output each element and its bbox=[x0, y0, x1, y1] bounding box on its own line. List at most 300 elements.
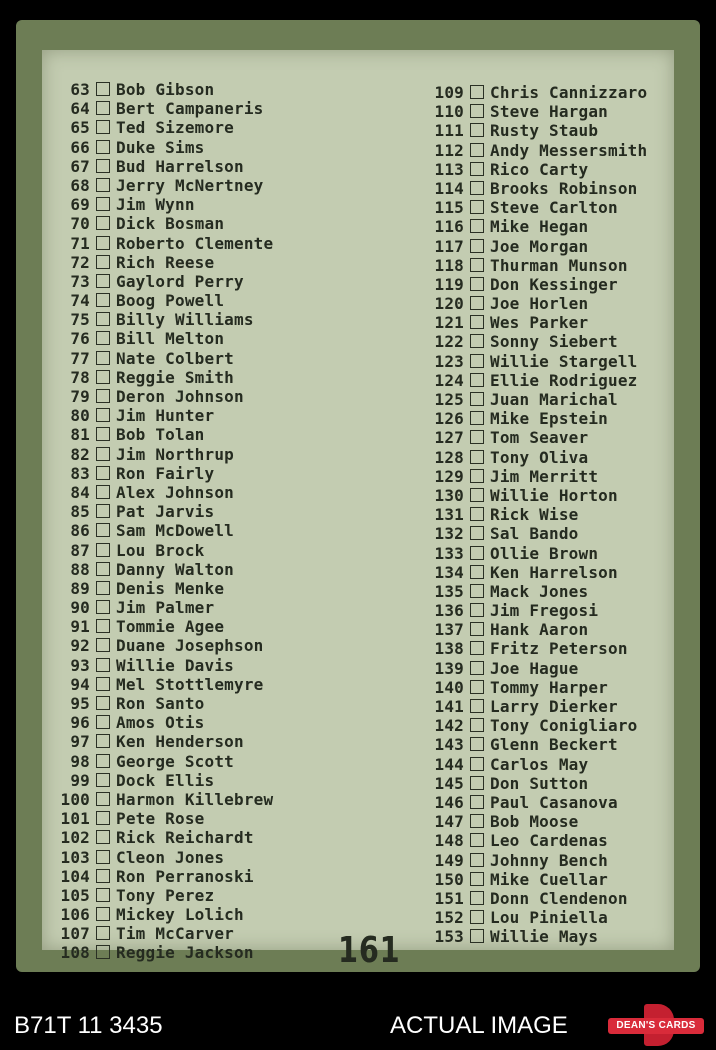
checklist-entry bbox=[54, 118, 273, 137]
card-num: 125 bbox=[434, 390, 464, 409]
player-name: Larry Dierker bbox=[490, 697, 618, 716]
checklist-entry bbox=[54, 732, 273, 751]
checklist-entry bbox=[54, 329, 273, 348]
checkbox[interactable] bbox=[96, 581, 110, 595]
card-num: 82 bbox=[70, 444, 90, 464]
checkbox[interactable] bbox=[470, 354, 484, 368]
checklist-entry bbox=[54, 406, 273, 425]
checklist-entry bbox=[428, 927, 647, 946]
checkbox[interactable] bbox=[470, 258, 484, 272]
checklist-entry bbox=[428, 83, 647, 102]
checklist-entry bbox=[428, 275, 647, 294]
checklist-entry bbox=[54, 214, 273, 233]
checkbox[interactable] bbox=[96, 389, 110, 403]
checklist-entry bbox=[428, 697, 647, 716]
card-num: 95 bbox=[70, 694, 90, 713]
checklist-entry bbox=[54, 809, 273, 828]
player-name: Deron Johnson bbox=[116, 387, 244, 406]
checkbox[interactable] bbox=[470, 737, 484, 751]
player-name: Carlos May bbox=[490, 754, 589, 774]
checklist-entry bbox=[54, 694, 273, 713]
player-name: Bert Campaneris bbox=[116, 99, 264, 119]
player-name: Jim Fregosi bbox=[490, 601, 599, 621]
checklist-entry bbox=[428, 639, 647, 658]
player-name: Rick Reichardt bbox=[116, 828, 254, 848]
checklist-right-column bbox=[428, 83, 647, 946]
player-name: Sal Bando bbox=[490, 524, 579, 544]
card-num: 115 bbox=[434, 198, 464, 218]
card-num: 130 bbox=[434, 485, 464, 505]
card-num: 81 bbox=[70, 425, 90, 445]
card-num: 89 bbox=[70, 578, 90, 598]
card-num: 136 bbox=[434, 601, 464, 621]
checkbox[interactable] bbox=[470, 123, 484, 137]
card-num: 127 bbox=[434, 428, 464, 448]
checkbox[interactable] bbox=[470, 757, 484, 771]
card-num: 94 bbox=[70, 674, 90, 694]
checkbox[interactable] bbox=[470, 85, 484, 99]
card-num: 87 bbox=[70, 540, 90, 560]
checklist-entry bbox=[428, 294, 647, 313]
checkbox[interactable] bbox=[96, 869, 110, 883]
player-name: Leo Cardenas bbox=[490, 831, 608, 851]
player-name: Bill Melton bbox=[116, 329, 225, 349]
card-num: 72 bbox=[70, 252, 90, 272]
checklist-entry bbox=[54, 138, 273, 157]
checklist-entry bbox=[428, 428, 647, 447]
checkbox[interactable] bbox=[470, 641, 484, 655]
player-name: Rick Wise bbox=[490, 505, 579, 525]
card-num: 104 bbox=[60, 866, 90, 886]
checklist-entry bbox=[54, 272, 273, 291]
checkbox[interactable] bbox=[470, 853, 484, 867]
card-num: 74 bbox=[70, 291, 90, 311]
checkbox[interactable] bbox=[96, 523, 110, 537]
player-name: Fritz Peterson bbox=[490, 639, 628, 659]
player-name: Steve Hargan bbox=[490, 102, 608, 122]
checklist-entry bbox=[54, 943, 273, 962]
player-name: Tony Conigliaro bbox=[490, 716, 638, 736]
player-name: Ron Fairly bbox=[116, 463, 215, 483]
card-num: 148 bbox=[434, 831, 464, 851]
card-num: 149 bbox=[434, 850, 464, 870]
player-name: Harmon Killebrew bbox=[116, 789, 274, 809]
checklist-entry bbox=[54, 905, 273, 924]
checkbox[interactable] bbox=[96, 830, 110, 844]
checklist-entry bbox=[428, 467, 647, 486]
checklist-entry bbox=[428, 179, 647, 198]
checkbox[interactable] bbox=[470, 814, 484, 828]
card-num: 67 bbox=[70, 156, 90, 176]
checklist-entry bbox=[54, 656, 273, 675]
player-name: Ellie Rodriguez bbox=[490, 370, 638, 390]
checkbox[interactable] bbox=[96, 619, 110, 633]
checkbox[interactable] bbox=[96, 255, 110, 269]
checkbox[interactable] bbox=[96, 677, 110, 691]
checkbox[interactable] bbox=[96, 792, 110, 806]
checklist-entry bbox=[428, 160, 647, 179]
player-name: Sam McDowell bbox=[116, 521, 234, 541]
player-name: Billy Williams bbox=[116, 310, 254, 330]
player-name: Don Kessinger bbox=[490, 274, 618, 294]
checklist-entry bbox=[54, 502, 273, 521]
checkbox[interactable] bbox=[470, 565, 484, 579]
card-num: 78 bbox=[70, 367, 90, 387]
player-name: Dock Ellis bbox=[116, 770, 215, 790]
checkbox[interactable] bbox=[96, 926, 110, 940]
checkbox[interactable] bbox=[470, 603, 484, 617]
checklist-entry bbox=[428, 563, 647, 582]
checkbox[interactable] bbox=[470, 507, 484, 521]
checklist-entry bbox=[54, 579, 273, 598]
checkbox[interactable] bbox=[470, 392, 484, 406]
checkbox[interactable] bbox=[96, 888, 110, 902]
checkbox[interactable] bbox=[96, 543, 110, 557]
checklist-entry bbox=[54, 195, 273, 214]
checkbox[interactable] bbox=[96, 945, 110, 959]
checklist-entry bbox=[428, 601, 647, 620]
checkbox[interactable] bbox=[470, 411, 484, 425]
card-num: 135 bbox=[434, 581, 464, 601]
checklist-entry bbox=[54, 867, 273, 886]
checklist-entry bbox=[428, 313, 647, 332]
checkbox[interactable] bbox=[96, 447, 110, 461]
card-num: 63 bbox=[70, 80, 90, 99]
card-num: 131 bbox=[434, 505, 464, 525]
card-num: 65 bbox=[70, 118, 90, 138]
checklist-entry bbox=[428, 237, 647, 256]
checkbox[interactable] bbox=[470, 776, 484, 790]
card-num: 118 bbox=[434, 255, 464, 275]
card-num: 111 bbox=[434, 121, 464, 141]
card-num: 93 bbox=[70, 655, 90, 675]
card-num: 103 bbox=[60, 847, 90, 867]
player-name: Jim Merritt bbox=[490, 466, 599, 486]
player-name: Danny Walton bbox=[116, 559, 234, 579]
player-name: Cleon Jones bbox=[116, 847, 225, 867]
player-name: Reggie Smith bbox=[116, 367, 234, 387]
checkbox[interactable] bbox=[96, 850, 110, 864]
player-name: Brooks Robinson bbox=[490, 178, 638, 198]
checklist-entry bbox=[428, 793, 647, 812]
checkbox[interactable] bbox=[470, 239, 484, 253]
player-name: Ron Santo bbox=[116, 694, 205, 713]
player-name: Duke Sims bbox=[116, 137, 205, 157]
checkbox[interactable] bbox=[470, 872, 484, 886]
card-num: 80 bbox=[70, 406, 90, 426]
checklist-entry bbox=[54, 464, 273, 483]
player-name: Joe Hague bbox=[490, 658, 579, 678]
player-name: Ken Henderson bbox=[116, 732, 244, 752]
player-name: Lou Piniella bbox=[490, 908, 608, 928]
logo-text: DEAN'S CARDS bbox=[616, 1020, 696, 1031]
checklist-entry bbox=[54, 291, 273, 310]
player-name: Ollie Brown bbox=[490, 543, 599, 563]
checkbox[interactable] bbox=[470, 680, 484, 694]
checkbox[interactable] bbox=[470, 526, 484, 540]
player-name: Jim Wynn bbox=[116, 195, 195, 215]
checklist-entry bbox=[428, 352, 647, 371]
player-name: Gaylord Perry bbox=[116, 271, 244, 291]
card-num: 71 bbox=[70, 233, 90, 253]
checkbox[interactable] bbox=[96, 485, 110, 499]
card-num: 128 bbox=[434, 447, 464, 467]
card-num: 76 bbox=[70, 329, 90, 349]
checkbox[interactable] bbox=[96, 370, 110, 384]
checkbox[interactable] bbox=[470, 450, 484, 464]
checklist-entry bbox=[54, 253, 273, 272]
checklist-entry bbox=[428, 448, 647, 467]
card-num: 151 bbox=[434, 888, 464, 908]
checkbox[interactable] bbox=[470, 219, 484, 233]
checkbox[interactable] bbox=[96, 715, 110, 729]
checkbox[interactable] bbox=[96, 236, 110, 250]
player-name: Johnny Bench bbox=[490, 850, 608, 870]
checkbox[interactable] bbox=[96, 638, 110, 652]
checkbox[interactable] bbox=[470, 833, 484, 847]
checkbox[interactable] bbox=[96, 600, 110, 614]
checkbox[interactable] bbox=[470, 296, 484, 310]
checkbox[interactable] bbox=[470, 104, 484, 118]
checklist-entry bbox=[54, 99, 273, 118]
card-num: 143 bbox=[434, 735, 464, 755]
player-name: Thurman Munson bbox=[490, 255, 628, 275]
checkbox[interactable] bbox=[470, 546, 484, 560]
checkbox[interactable] bbox=[470, 718, 484, 732]
checklist-entry bbox=[54, 828, 273, 847]
player-name: George Scott bbox=[116, 751, 234, 771]
player-name: Tony Oliva bbox=[490, 447, 589, 467]
checkbox[interactable] bbox=[96, 504, 110, 518]
checklist-entry bbox=[428, 486, 647, 505]
player-name: Mickey Lolich bbox=[116, 905, 244, 925]
player-name: Joe Horlen bbox=[490, 294, 589, 314]
checkbox[interactable] bbox=[96, 562, 110, 576]
player-name: Jim Northrup bbox=[116, 444, 234, 464]
checkbox[interactable] bbox=[96, 82, 110, 96]
player-name: Tony Perez bbox=[116, 885, 215, 905]
checkbox[interactable] bbox=[96, 408, 110, 422]
checklist-entry bbox=[428, 390, 647, 409]
checkbox[interactable] bbox=[470, 181, 484, 195]
player-name: Ken Harrelson bbox=[490, 562, 618, 582]
player-name: Hank Aaron bbox=[490, 620, 589, 640]
checkbox[interactable] bbox=[96, 120, 110, 134]
card-num: 97 bbox=[70, 732, 90, 752]
checklist-entry bbox=[428, 141, 647, 160]
card-num: 140 bbox=[434, 677, 464, 697]
card-num: 92 bbox=[70, 636, 90, 656]
card-num: 119 bbox=[434, 274, 464, 294]
checkbox[interactable] bbox=[470, 661, 484, 675]
player-name: Bob Moose bbox=[490, 812, 579, 832]
card-num: 117 bbox=[434, 236, 464, 256]
checkbox[interactable] bbox=[470, 910, 484, 924]
checkbox[interactable] bbox=[96, 216, 110, 230]
card-num: 64 bbox=[70, 99, 90, 119]
checkbox[interactable] bbox=[470, 622, 484, 636]
checklist-entry bbox=[54, 617, 273, 636]
checklist-entry bbox=[54, 310, 273, 329]
card-num: 77 bbox=[70, 348, 90, 368]
checklist-entry bbox=[54, 541, 273, 560]
card-num: 144 bbox=[434, 754, 464, 774]
player-name: Joe Morgan bbox=[490, 236, 589, 256]
checklist-entry bbox=[428, 755, 647, 774]
checklist-entry bbox=[428, 678, 647, 697]
player-name: Don Sutton bbox=[490, 773, 589, 793]
card-num: 110 bbox=[434, 102, 464, 122]
checklist-entry bbox=[428, 774, 647, 793]
checkbox[interactable] bbox=[470, 699, 484, 713]
card-num: 99 bbox=[70, 770, 90, 790]
checklist-entry bbox=[54, 234, 273, 253]
card-num: 102 bbox=[60, 828, 90, 848]
card-num: 147 bbox=[434, 812, 464, 832]
checkbox[interactable] bbox=[470, 469, 484, 483]
player-name: Amos Otis bbox=[116, 713, 205, 733]
checklist-entry bbox=[54, 349, 273, 368]
checkbox[interactable] bbox=[470, 929, 484, 943]
checkbox[interactable] bbox=[96, 427, 110, 441]
checkbox[interactable] bbox=[470, 430, 484, 444]
player-name: Tim McCarver bbox=[116, 924, 234, 944]
checklist-entry bbox=[428, 198, 647, 217]
checkbox[interactable] bbox=[470, 795, 484, 809]
card-num: 150 bbox=[434, 869, 464, 889]
checklist-entry bbox=[54, 80, 273, 99]
card-num: 120 bbox=[434, 294, 464, 314]
card-num: 109 bbox=[434, 83, 464, 102]
player-name: Rich Reese bbox=[116, 252, 215, 272]
player-name: Tom Seaver bbox=[490, 428, 589, 448]
checkbox[interactable] bbox=[96, 159, 110, 173]
checklist-entry bbox=[428, 659, 647, 678]
checkbox[interactable] bbox=[96, 907, 110, 921]
checklist-entry bbox=[428, 831, 647, 850]
player-name: Pat Jarvis bbox=[116, 502, 215, 522]
checklist-entry bbox=[428, 735, 647, 754]
checklist-entry bbox=[54, 445, 273, 464]
card-num: 88 bbox=[70, 559, 90, 579]
checklist-entry bbox=[54, 368, 273, 387]
player-name: Roberto Clemente bbox=[116, 233, 274, 253]
card-num: 84 bbox=[70, 482, 90, 502]
checklist-entry bbox=[54, 483, 273, 502]
checkbox[interactable] bbox=[96, 101, 110, 115]
card-num: 121 bbox=[434, 313, 464, 333]
card-num: 133 bbox=[434, 543, 464, 563]
player-name: Duane Josephson bbox=[116, 636, 264, 656]
checklist-entry bbox=[54, 675, 273, 694]
player-name: Andy Messersmith bbox=[490, 140, 648, 160]
checklist-entry bbox=[54, 157, 273, 176]
checklist-entry bbox=[54, 425, 273, 444]
card-num: 153 bbox=[434, 927, 464, 947]
card-num: 138 bbox=[434, 639, 464, 659]
checklist-entry bbox=[54, 176, 273, 195]
checkbox[interactable] bbox=[96, 811, 110, 825]
card-num: 124 bbox=[434, 370, 464, 390]
checklist-entry bbox=[428, 332, 647, 351]
card-num: 69 bbox=[70, 195, 90, 215]
checklist-entry bbox=[54, 848, 273, 867]
checkbox[interactable] bbox=[96, 773, 110, 787]
checklist-entry bbox=[428, 620, 647, 639]
checkbox[interactable] bbox=[96, 696, 110, 710]
checklist-entry bbox=[54, 771, 273, 790]
checkbox[interactable] bbox=[470, 373, 484, 387]
checklist-entry bbox=[428, 217, 647, 236]
checkbox[interactable] bbox=[470, 584, 484, 598]
checkbox[interactable] bbox=[96, 197, 110, 211]
card-num: 141 bbox=[434, 697, 464, 716]
card-num: 126 bbox=[434, 409, 464, 429]
checkbox[interactable] bbox=[96, 331, 110, 345]
item-id-label: B71T 11 3435 bbox=[14, 1012, 163, 1039]
player-name: Mike Hegan bbox=[490, 217, 589, 237]
card-num: 107 bbox=[60, 924, 90, 944]
player-name: Willie Stargell bbox=[490, 351, 638, 371]
checkbox[interactable] bbox=[470, 277, 484, 291]
checklist-entry bbox=[428, 851, 647, 870]
card-num: 70 bbox=[70, 214, 90, 234]
card-num: 75 bbox=[70, 310, 90, 330]
card-num: 98 bbox=[70, 751, 90, 771]
checkbox[interactable] bbox=[96, 293, 110, 307]
checklist-entry bbox=[54, 790, 273, 809]
checkbox[interactable] bbox=[96, 274, 110, 288]
player-name: Bob Gibson bbox=[116, 80, 215, 99]
checklist-entry bbox=[428, 102, 647, 121]
checklist-entry bbox=[428, 889, 647, 908]
checkbox[interactable] bbox=[96, 734, 110, 748]
checklist-entry bbox=[428, 256, 647, 275]
player-name: Steve Carlton bbox=[490, 198, 618, 218]
player-name: Willie Mays bbox=[490, 927, 599, 947]
card-num: 137 bbox=[434, 620, 464, 640]
player-name: Rusty Staub bbox=[490, 121, 599, 141]
checklist-entry bbox=[54, 886, 273, 905]
player-name: Jim Hunter bbox=[116, 406, 215, 426]
card-num: 96 bbox=[70, 713, 90, 733]
checkbox[interactable] bbox=[470, 143, 484, 157]
checkbox[interactable] bbox=[96, 312, 110, 326]
checkbox[interactable] bbox=[470, 315, 484, 329]
checkbox[interactable] bbox=[96, 658, 110, 672]
checkbox[interactable] bbox=[96, 351, 110, 365]
player-name: Willie Davis bbox=[116, 655, 234, 675]
player-name: Glenn Beckert bbox=[490, 735, 618, 755]
checkbox[interactable] bbox=[96, 178, 110, 192]
checkbox[interactable] bbox=[96, 754, 110, 768]
checkbox[interactable] bbox=[470, 891, 484, 905]
checkbox[interactable] bbox=[470, 488, 484, 502]
checkbox[interactable] bbox=[470, 162, 484, 176]
checkbox[interactable] bbox=[96, 140, 110, 154]
player-name: Sonny Siebert bbox=[490, 332, 618, 352]
checkbox[interactable] bbox=[96, 466, 110, 480]
card-number: 161 bbox=[338, 930, 401, 971]
checklist-entry bbox=[54, 636, 273, 655]
checklist-entry bbox=[428, 409, 647, 428]
player-name: Mel Stottlemyre bbox=[116, 674, 264, 694]
checkbox[interactable] bbox=[470, 200, 484, 214]
checkbox[interactable] bbox=[470, 334, 484, 348]
card-num: 108 bbox=[60, 943, 90, 963]
card-face bbox=[42, 50, 674, 971]
checklist-entry bbox=[428, 524, 647, 543]
